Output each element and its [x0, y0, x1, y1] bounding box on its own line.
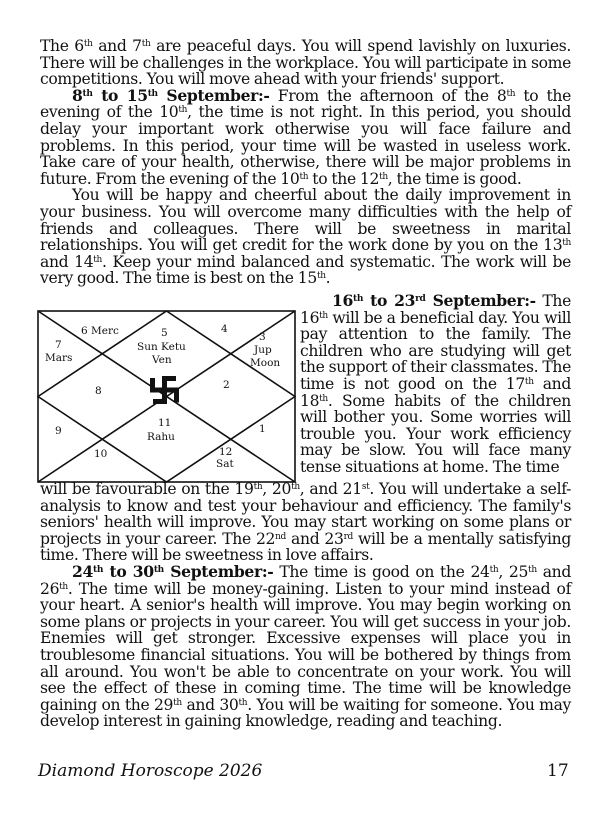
horoscope-chart	[37, 310, 296, 483]
house-12-planets: Sat	[216, 458, 234, 470]
house-1-number: 1	[259, 423, 266, 435]
house-8-number: 8	[95, 385, 102, 397]
house-12-number: 12	[219, 446, 233, 458]
house-3-planets-line2: Moon	[250, 357, 281, 369]
week-24-30-heading: 24th to 30th September:-	[72, 561, 274, 581]
top-text-block	[40, 38, 571, 287]
week-16-23-paragraph-start: 16th to 23rd September:- The 16th will be a beneficial day. You will pay attention to the family. The children who are studying will get the support of their classmates. The time is not good on the 17th and 18th. Some habits of the children will bother you. Some worries will trouble you. Your work efficiency may be slow. You will face many tense situations at home. The time	[300, 291, 572, 476]
house-11-number: 11	[158, 417, 172, 429]
swastika-icon	[150, 376, 179, 404]
intro-paragraph: The 6th and 7th are peaceful days. You will spend lavishly on luxuries. There will be challenges in the workplace. You will participate in some competitions. You will move ahead with your friends' support.	[40, 37, 571, 89]
footer-book-title: Diamond Horoscope 2026	[38, 761, 263, 781]
after-text-block	[40, 481, 571, 730]
house-5-planets-line1: Sun Ketu	[137, 341, 186, 353]
house-10-number: 10	[94, 448, 108, 460]
house-7-number: 7	[55, 339, 62, 351]
week-24-30-paragraph: 24th to 30th September:- The time is good on the 24th, 25th and 26th. The time will be money-gaining. Listen to your mind instead of your heart. A senior's health will improve. You may begin working on some plans or projects in your career. You will get success in your job. Enemies will get stronger. Excessive expenses will place you in troublesome financial situations. You will be bothered by things from all around. You won't be able to concentrate on your work. You will see the effect of these in coming time. The time will be knowledge gaining on the 29th and 30th. You will be waiting for someone. You may develop interest in gaining knowledge, reading and teaching.	[40, 561, 571, 731]
house-2-number: 2	[223, 379, 230, 391]
week-8-15-paragraph-2: You will be happy and cheerful about the daily improvement in your business. You will overcome many difficulties with the help of friends and colleagues. There will be sweetness in marital relationships. You will get credit for the work done by you on the 13th and 14th. Keep your mind balanced and systematic. The work will be very good. The time is best on the 15th.	[40, 186, 571, 288]
house-3-number: 3	[259, 331, 266, 343]
house-7-planets: Mars	[45, 352, 73, 364]
page-number: 17	[547, 761, 569, 781]
house-3-planets-line1: Jup	[254, 344, 272, 356]
week-16-23-paragraph-continued: will be favourable on the 19th, 20th, and 21st. You will undertake a self-analysis to know and test your behaviour and efficiency. The family's seniors' health will improve. You may start working on some plans or projects in your career. The 22nd and 23rd will be a mentally satisfying time. There will be sweetness in love affairs.	[40, 480, 571, 565]
week-8-15-heading: 8th to 15th September:-	[72, 85, 270, 105]
house-9-number: 9	[55, 425, 62, 437]
house-11-planets: Rahu	[147, 431, 175, 443]
side-text-block	[300, 293, 571, 476]
house-5-planets-line2: Ven	[152, 354, 172, 366]
house-4-number: 4	[221, 323, 228, 335]
week-8-15-paragraph: 8th to 15th September:- From the afternoon of the 8th to the evening of the 10th, the time is not right. In this period, you should delay your important work otherwise you will face failure and problems. In this period, your time will be wasted in useless work. Take care of your health, otherwise, there will be major problems in future. From the evening of the 10th to the 12th, the time is good.	[40, 85, 571, 188]
house-5-number: 5	[161, 327, 168, 339]
week-16-23-heading: 16th to 23rd September:-	[332, 291, 536, 310]
house-6-label: 6 Merc	[81, 325, 119, 337]
